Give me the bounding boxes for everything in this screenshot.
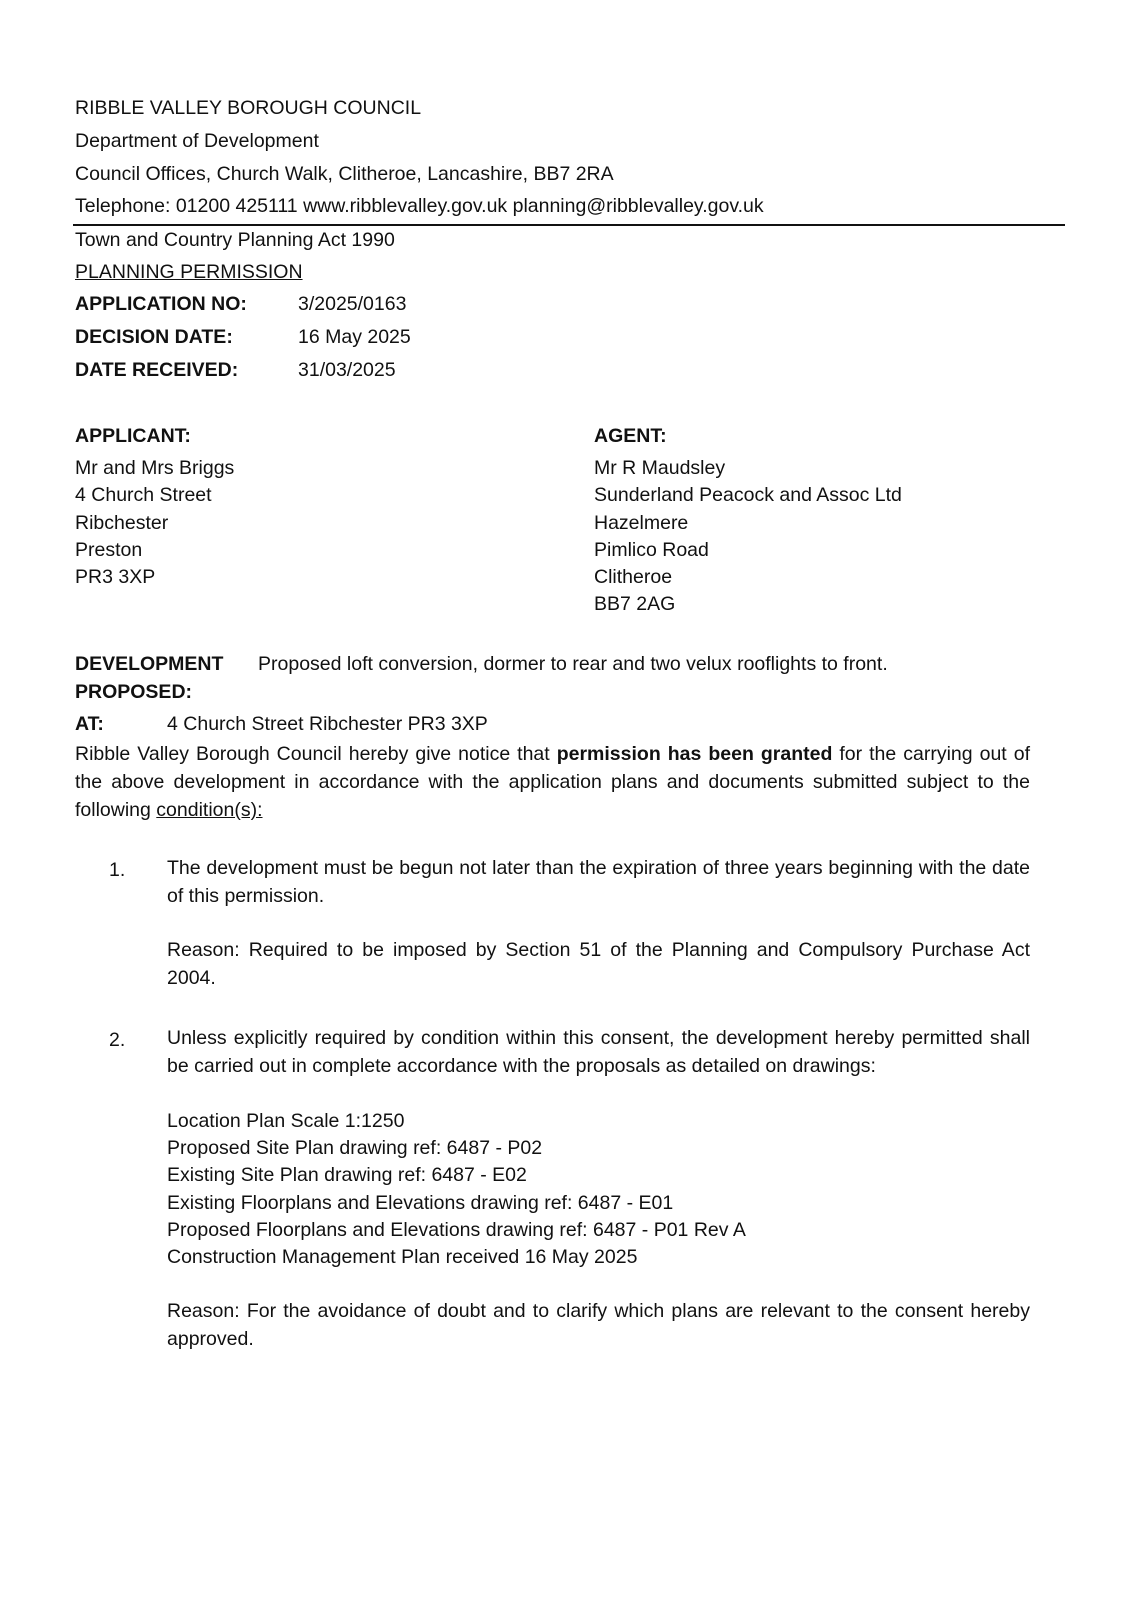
agent-line: Sunderland Peacock and Assoc Ltd bbox=[594, 484, 902, 506]
notice-granted: permission has been granted bbox=[556, 743, 833, 765]
council-address: Council Offices, Church Walk, Clitheroe, Lancashire, BB7 2RA bbox=[75, 163, 614, 185]
condition-text: Unless explicitly required by condition within this consent, the development hereby permitted shall be carried out in complete accordance with the proposals as detailed on drawings: bbox=[167, 1027, 1030, 1077]
agent-line: Mr R Maudsley bbox=[594, 457, 726, 479]
decision-date-label: DECISION DATE: bbox=[75, 326, 233, 348]
applicant-line: PR3 3XP bbox=[75, 566, 156, 588]
site-address: 4 Church Street Ribchester PR3 3XP bbox=[167, 713, 488, 735]
development-label-cont: PROPOSED: bbox=[75, 681, 193, 703]
development-description: Proposed loft conversion, dormer to rear and two velux rooflights to front. bbox=[258, 653, 888, 675]
condition-reason: Reason: For the avoidance of doubt and to clarify which plans are relevant to the consent hereby approved. bbox=[167, 1300, 1030, 1350]
drawing-item: Proposed Site Plan drawing ref: 6487 - P02 bbox=[167, 1137, 543, 1159]
application-no-value: 3/2025/0163 bbox=[298, 293, 407, 315]
drawing-item: Existing Floorplans and Elevations drawing ref: 6487 - E01 bbox=[167, 1192, 674, 1214]
site-label: AT: bbox=[75, 713, 104, 735]
applicant-line: Ribchester bbox=[75, 512, 169, 534]
header-divider bbox=[73, 224, 1065, 226]
applicant-line: Mr and Mrs Briggs bbox=[75, 457, 235, 479]
notice-text-cont: for the carrying out of the above development in accordance with the application plans and documents submitted subject to the following bbox=[75, 743, 1030, 821]
agent-line: Pimlico Road bbox=[594, 539, 709, 561]
date-received-label: DATE RECEIVED: bbox=[75, 359, 239, 381]
agent-line: Hazelmere bbox=[594, 512, 689, 534]
contact-details: Telephone: 01200 425111 www.ribblevalley.gov.uk planning@ribblevalley.gov.uk bbox=[75, 195, 764, 217]
development-label: DEVELOPMENT bbox=[75, 653, 224, 675]
notice-text: Ribble Valley Borough Council hereby give notice that bbox=[75, 743, 557, 765]
condition-text: The development must be begun not later than the expiration of three years beginning with the date of this permission. bbox=[167, 857, 1030, 907]
department-name: Department of Development bbox=[75, 130, 319, 152]
agent-line: BB7 2AG bbox=[594, 593, 676, 615]
decision-date-value: 16 May 2025 bbox=[298, 326, 411, 348]
applicant-line: Preston bbox=[75, 539, 143, 561]
drawing-item: Proposed Floorplans and Elevations drawing ref: 6487 - P01 Rev A bbox=[167, 1219, 746, 1241]
condition-number: 2. bbox=[109, 1029, 126, 1051]
applicant-label: APPLICANT: bbox=[75, 425, 191, 447]
drawing-item: Existing Site Plan drawing ref: 6487 - E02 bbox=[167, 1164, 527, 1186]
agent-label: AGENT: bbox=[594, 425, 667, 447]
application-no-label: APPLICATION NO: bbox=[75, 293, 247, 315]
permission-notice bbox=[75, 740, 1030, 824]
drawing-item: Construction Management Plan received 16 May 2025 bbox=[167, 1246, 638, 1268]
act-title: Town and Country Planning Act 1990 bbox=[75, 229, 395, 251]
council-name: RIBBLE VALLEY BOROUGH COUNCIL bbox=[75, 97, 422, 119]
agent-line: Clitheroe bbox=[594, 566, 673, 588]
date-received-value: 31/03/2025 bbox=[298, 359, 396, 381]
drawing-item: Location Plan Scale 1:1250 bbox=[167, 1110, 405, 1132]
notice-conditions: condition(s): bbox=[156, 799, 263, 821]
condition-reason: Reason: Required to be imposed by Section 51 of the Planning and Compulsory Purchase Act 2004. bbox=[167, 939, 1030, 989]
permission-title: PLANNING PERMISSION bbox=[75, 261, 303, 283]
condition-number: 1. bbox=[109, 859, 126, 881]
applicant-line: 4 Church Street bbox=[75, 484, 212, 506]
